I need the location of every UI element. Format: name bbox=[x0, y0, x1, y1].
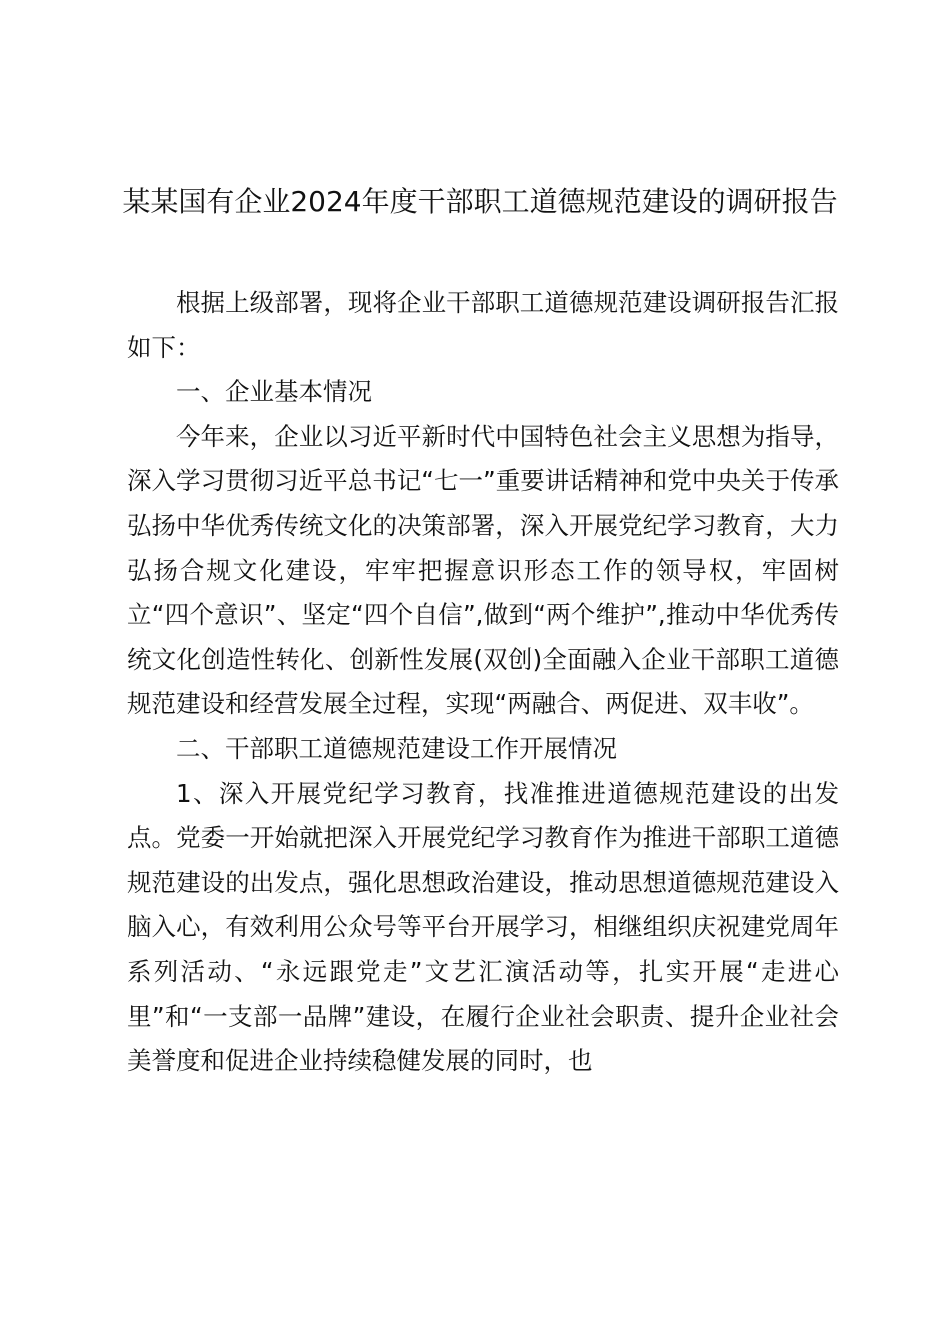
document-body bbox=[127, 281, 839, 1084]
section-2-paragraph: 1、深入开展党纪学习教育，找准推进道德规范建设的出发点。党委一开始就把深入开展党纪学习教育作为推进干部职工道德规范建设的出发点，强化思想政治建设，推动思想道德规范建设入脑入心，有效利用公众号等平台开展学习，相继组织庆祝建党周年系列活动、“永远跟党走”文艺汇演活动等，扎实开展“走进心里”和“一支部一品牌”建设，在履行企业社会职责、提升企业社会美誉度和促进企业持续稳健发展的同时，也 bbox=[127, 778, 839, 1076]
section-1-paragraph: 今年来，企业以习近平新时代中国特色社会主义思想为指导，深入学习贯彻习近平总书记“七一”重要讲话精神和党中央关于传承弘扬中华优秀传统文化的决策部署，深入开展党纪学习教育，大力弘扬合规文化建设，牢牢把握意识形态工作的领导权，牢固树立“四个意识”、坚定“四个自信”,做到“两个维护”,推动中华优秀传统文化创造性转化、创新性发展(双创)全面融入企业干部职工道德规范建设和经营发展全过程，实现“两融合、两促进、双丰收”。 bbox=[127, 421, 839, 719]
document-title: 某某国有企业2024年度干部职工道德规范建设的调研报告 bbox=[122, 185, 838, 218]
intro-paragraph: 根据上级部署，现将企业干部职工道德规范建设调研报告汇报如下： bbox=[127, 288, 839, 362]
section-heading-1: 一、企业基本情况 bbox=[176, 377, 372, 407]
section-heading-2: 二、干部职工道德规范建设工作开展情况 bbox=[176, 733, 617, 763]
